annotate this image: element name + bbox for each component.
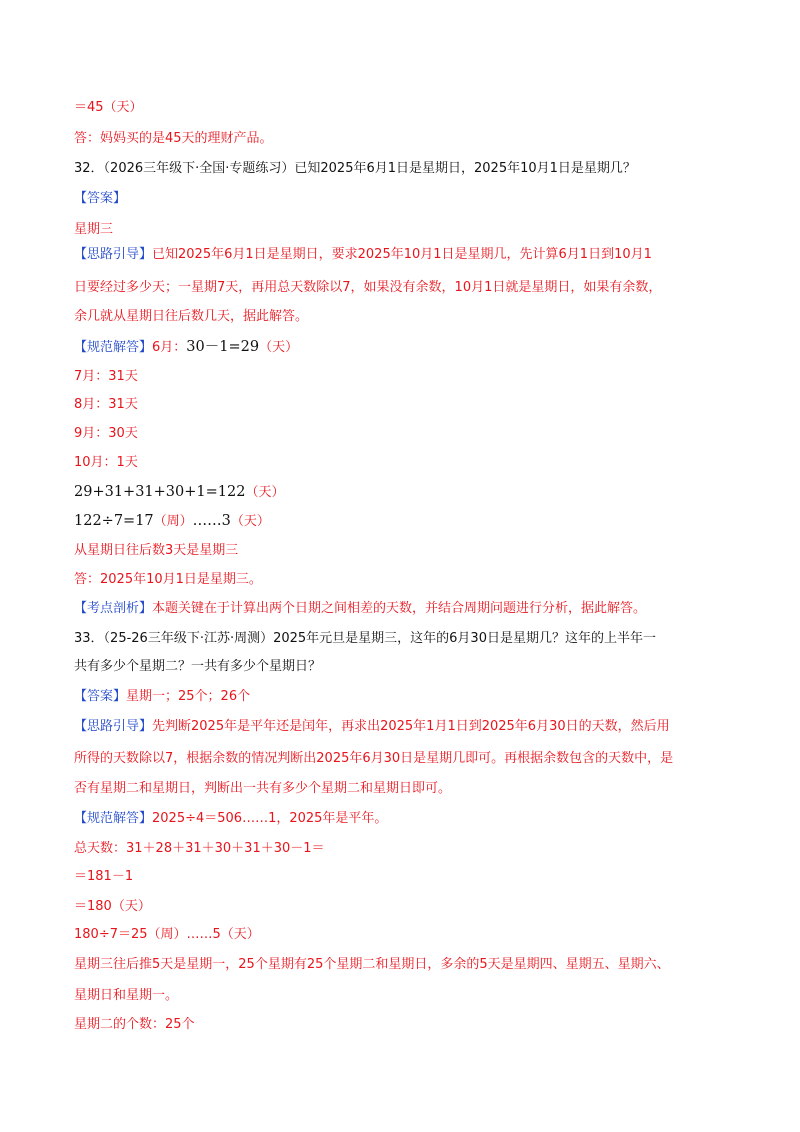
- sum-math: 29+31+31+30+1=122: [74, 484, 246, 500]
- solution-32-prefix: 6月：: [152, 340, 187, 355]
- question-32: 32．（2026三年级下·全国·专题练习）已知2025年6月1日是星期日，2025年10月1日是星期几？: [74, 161, 636, 176]
- think-32-line-3: 余几就从星期日往后数几天，据此解答。: [74, 309, 309, 324]
- solution-tag-33: 【规范解答】: [74, 811, 153, 826]
- think-32-line-1: [74, 246, 740, 264]
- sum-line: [74, 483, 740, 501]
- month-september: 9月：30天: [74, 426, 138, 441]
- think-32-line-2: 日要经过多少天；一星期7天，再用总天数除以7，如果没有余数，10月1日就是星期日，如果有余数，: [74, 280, 662, 295]
- final-answer-32: 答：2025年10月1日是星期三。: [74, 572, 262, 587]
- sum-unit: （天）: [245, 485, 285, 500]
- think-33-line-2: 所得的天数除以7，根据余数的情况判断出2025年6月30日是星期几即可。再根据余数包含的天数中，是: [74, 751, 674, 766]
- point-32-line: [74, 600, 740, 618]
- calc-line: ＝45（天）: [74, 100, 143, 115]
- division-line: [74, 512, 740, 530]
- solution-33-line-5: 180÷7＝25（周）……5（天）: [74, 927, 260, 942]
- answer-tag-33: 【答案】: [74, 689, 127, 704]
- solution-32-math: 30－1=29: [186, 339, 260, 355]
- answer-tag-32: 【答案】: [74, 191, 127, 206]
- solution-33-line-1: [74, 810, 740, 828]
- question-33-line-1: 33．（25-26三年级下·江苏·周测）2025年元旦是星期三，这年的6月30日是星期几？这年的上半年一: [74, 631, 656, 646]
- think-33-line-1: [74, 718, 740, 736]
- count-line: 从星期日往后数3天是星期三: [74, 543, 239, 558]
- think-33-line-3: 否有星期二和星期日，判断出一共有多少个星期二和星期日即可。: [74, 781, 452, 796]
- think-tag-33: 【思路引导】: [74, 719, 153, 734]
- solution-33-text-1: 2025÷4＝506……1，2025年是平年。: [152, 811, 388, 826]
- solution-33-line-8: 星期二的个数：25个: [74, 1017, 195, 1032]
- solution-32-line-1: [74, 338, 740, 356]
- solution-32-unit: （天）: [259, 340, 299, 355]
- division-unit-b: （天）: [230, 514, 270, 529]
- answer-line: 答：妈妈买的是45天的理财产品。: [74, 131, 273, 146]
- solution-33-line-4: ＝180（天）: [74, 899, 151, 914]
- month-july: 7月：31天: [74, 369, 138, 384]
- question-33-line-2: 共有多少个星期二？一共有多少个星期日？: [74, 659, 322, 674]
- solution-33-line-3: ＝181－1: [74, 869, 134, 884]
- think-33-text-1: 先判断2025年是平年还是闰年，再求出2025年1月1日到2025年6月30日的天数，然后用: [152, 719, 670, 734]
- solution-33-line-7: 星期日和星期一。: [74, 988, 179, 1003]
- answer-33-line: [74, 688, 740, 706]
- month-october: 10月：1天: [74, 455, 138, 470]
- division-math-b: ……3: [192, 513, 231, 529]
- solution-tag-32: 【规范解答】: [74, 340, 153, 355]
- point-32-text: 本题关键在于计算出两个日期之间相差的天数，并结合周期问题进行分析，据此解答。: [152, 601, 647, 616]
- think-32-text-1: 已知2025年6月1日是星期日，要求2025年10月1日是星期几，先计算6月1日到10月1: [152, 247, 652, 262]
- solution-33-line-2: 总天数：31＋28＋31＋30＋31＋30－1＝: [74, 841, 325, 856]
- answer-33: 星期一；25个；26个: [126, 689, 251, 704]
- answer-32: 星期三: [74, 222, 114, 237]
- month-august: 8月：31天: [74, 397, 138, 412]
- think-tag-32: 【思路引导】: [74, 247, 153, 262]
- solution-33-line-6: 星期三往后推5天是星期一，25个星期有25个星期二和星期日，多余的5天是星期四、星期五、星期六、: [74, 957, 670, 972]
- division-unit-a: （周）: [153, 514, 193, 529]
- division-math-a: 122÷7=17: [74, 513, 154, 529]
- point-tag-32: 【考点剖析】: [74, 601, 153, 616]
